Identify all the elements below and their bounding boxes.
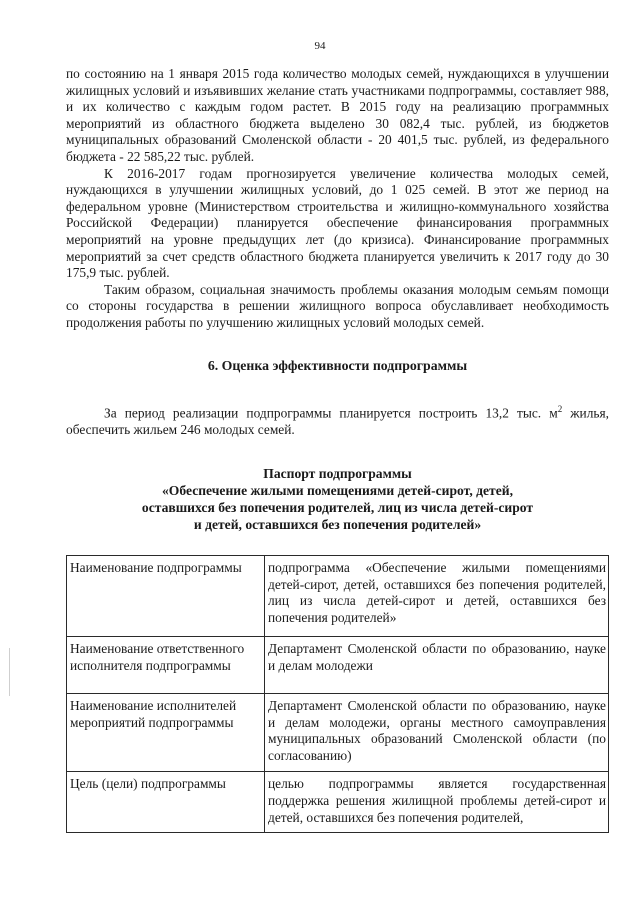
- passport-table: [66, 555, 609, 834]
- table-row: [67, 693, 609, 771]
- passport-title: [66, 465, 609, 533]
- passport-title-line-2: «Обеспечение жилыми помещениями детей-сирот, детей,: [162, 482, 513, 498]
- passport-title-line-4: и детей, оставшихся без попечения родителей»: [193, 516, 482, 532]
- row-label: Наименование исполнителей мероприятий подпрограммы: [67, 693, 265, 771]
- goal-text-before: За период реализации подпрограммы планируется построить 13,2 тыс. м: [104, 405, 558, 421]
- row-value: целью подпрограммы является государственная поддержка решения жилищной проблемы детей-сирот и детей, оставшихся без попечения родителей,: [265, 771, 609, 832]
- table-row: [67, 636, 609, 693]
- row-value: Департамент Смоленской области по образованию, науке и делам молодежи, органы местного самоуправления муниципальных образований Смоленской области (по согласованию): [265, 693, 609, 771]
- goal-text-after: жилья, обеспечить жильем 246 молодых семей.: [66, 405, 609, 438]
- page-number: 94: [314, 40, 326, 52]
- paragraph-3: Таким образом, социальная значимость проблемы оказания молодым семьям помощи со стороны государства в решении жилищного вопроса обуславливает необходимость продолжения работы по улучшению жилищных условий молодых семей.: [66, 281, 609, 330]
- goal-paragraph: [66, 401, 609, 439]
- row-label: Цель (цели) подпрограммы: [67, 771, 265, 832]
- paragraph-1: по состоянию на 1 января 2015 года количество молодых семей, нуждающихся в улучшении жилищных условий и изъявивших желание стать участниками подпрограммы, составляет 988, и их количество с каждым годом растет. В 2015 году на реализацию программных мероприятий из областного бюджета выделено 30 082,4 тыс. рублей, из бюджетов муниципальных образований Смоленской области - 20 401,5 тыс. рублей, из федерального бюджета - 22 585,22 тыс. рублей.: [66, 66, 609, 164]
- table-row: [67, 555, 609, 636]
- table-row: [67, 771, 609, 832]
- goal-superscript: 2: [557, 404, 563, 415]
- row-label: Наименование подпрограммы: [67, 555, 265, 636]
- paragraph-2: К 2016-2017 годам прогнозируется увеличение количества молодых семей, нуждающихся в улучшении жилищных условий, до 1 025 семей. В этот же период на федеральном уровне (Министерством строительства и жилищно-коммунального хозяйства Российской Федерации) планируется обеспечение финансирования программных мероприятий на уровне предыдущих лет (до кризиса). Финансирование программных мероприятий за счет средств областного бюджета планируется увеличить к 2017 году до 30 175,9 тыс. рублей.: [66, 165, 609, 281]
- section-title: 6. Оценка эффективности подпрограммы: [207, 357, 468, 373]
- scan-margin-mark: [9, 648, 10, 696]
- passport-title-line-1: Паспорт подпрограммы: [263, 465, 412, 481]
- page-content: [66, 66, 609, 833]
- row-value: Департамент Смоленской области по образованию, науке и делам молодежи: [265, 636, 609, 693]
- row-label: Наименование ответственного исполнителя подпрограммы: [67, 636, 265, 693]
- passport-title-line-3: оставшихся без попечения родителей, лиц из числа детей-сирот: [141, 499, 534, 515]
- row-value: подпрограмма «Обеспечение жилыми помещениями детей-сирот, детей, оставшихся без попечения родителей, лиц из числа детей-сирот и детей, оставшихся без попечения родителей»: [265, 555, 609, 636]
